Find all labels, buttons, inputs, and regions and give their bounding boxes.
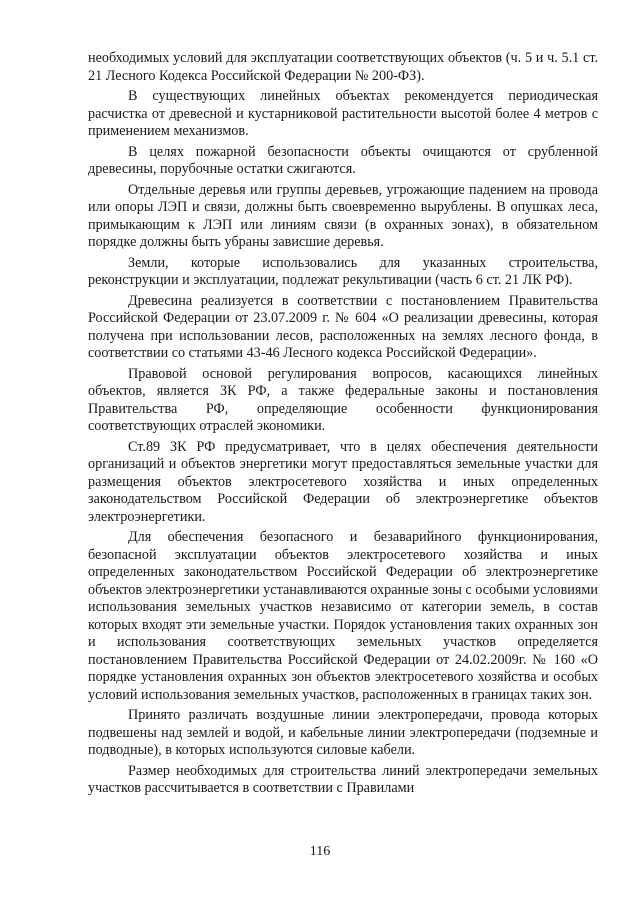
document-body (88, 50, 598, 798)
paragraph-legal-basis: Правовой основой регулирования вопросов, касающихся линейных объектов, является ЗК РФ, а также федеральные законы и постановления Правительства РФ, определяющие особенности функционирования соответствующих отраслей экономики. (88, 365, 598, 434)
paragraph-line-types: Принято различать воздушные линии электропередачи, провода которых подвешены над землей и водой, и кабельные линии электропередачи (подземные и подводные), в которых используются силовые кабели. (88, 707, 598, 758)
paragraph-hazard-trees: Отдельные деревья или группы деревьев, угрожающие падением на провода или опоры ЛЭП и связи, должны быть своевременно вырублены. В опушках леса, примыкающим к ЛЭП или линиям связи (в охранных зонах), в обязательном порядке должны быть убраны зависшие деревья. (88, 181, 598, 250)
paragraph-timber-sale: Древесина реализуется в соответствии с постановлением Правительства Российской Федерации от 23.07.2009 г. № 604 «О реализации древесины, которая получена при использовании лесов, расположенных на землях лесного фонда, в соответствии со статьями 43-46 Лесного кодекса Российской Федерации». (88, 292, 598, 361)
paragraph-article-89: Ст.89 ЗК РФ предусматривает, что в целях обеспечения деятельности организаций и объектов энергетики могут предоставляться земельные участки для размещения объектов электросетевого хозяйства и иных определенных законодательством Российской Федерации об электроэнергетике объектов электроэнергетики. (88, 438, 598, 525)
page-number: 116 (309, 844, 331, 859)
paragraph-plot-size: Размер необходимых для строительства линий электропередачи земельных участков рассчитывается в соответствии с Правилами (88, 762, 598, 796)
paragraph-continuation: необходимых условий для эксплуатации соответствующих объектов (ч. 5 и ч. 5.1 ст. 21 Лесного Кодекса Российской Федерации № 200-ФЗ). (88, 50, 598, 84)
paragraph-land-reclamation: Земли, которые использовались для указанных строительства, реконструкции и эксплуатации, подлежат рекультивации (часть 6 ст. 21 ЛК РФ). (88, 254, 598, 288)
paragraph-protection-zones: Для обеспечения безопасного и безаварийного функционирования, безопасной эксплуатации объектов электросетевого хозяйства и иных определенных законодательством Российской Федерации об электроэнергетике объектов электроэнергетики устанавливаются охранные зоны с особыми условиями использования земельных участков независимо от категории земель, в состав которых входят эти земельные участки. Порядок установления таких охранных зон и использования соответствующих земельных участков определяется постановлением Правительства Российской Федерации от 24.02.2009г. № 160 «О порядке установления охранных зон объектов электросетевого хозяйства и особых условий использования земельных участков, расположенных в границах таких зон. (88, 529, 598, 703)
paragraph-clearing-vegetation: В существующих линейных объектах рекомендуется периодическая расчистка от древесной и кустарниковой растительности высотой более 4 метров с применением механизмов. (88, 88, 598, 139)
paragraph-fire-safety: В целях пожарной безопасности объекты очищаются от срубленной древесины, порубочные остатки сжигаются. (88, 143, 598, 177)
